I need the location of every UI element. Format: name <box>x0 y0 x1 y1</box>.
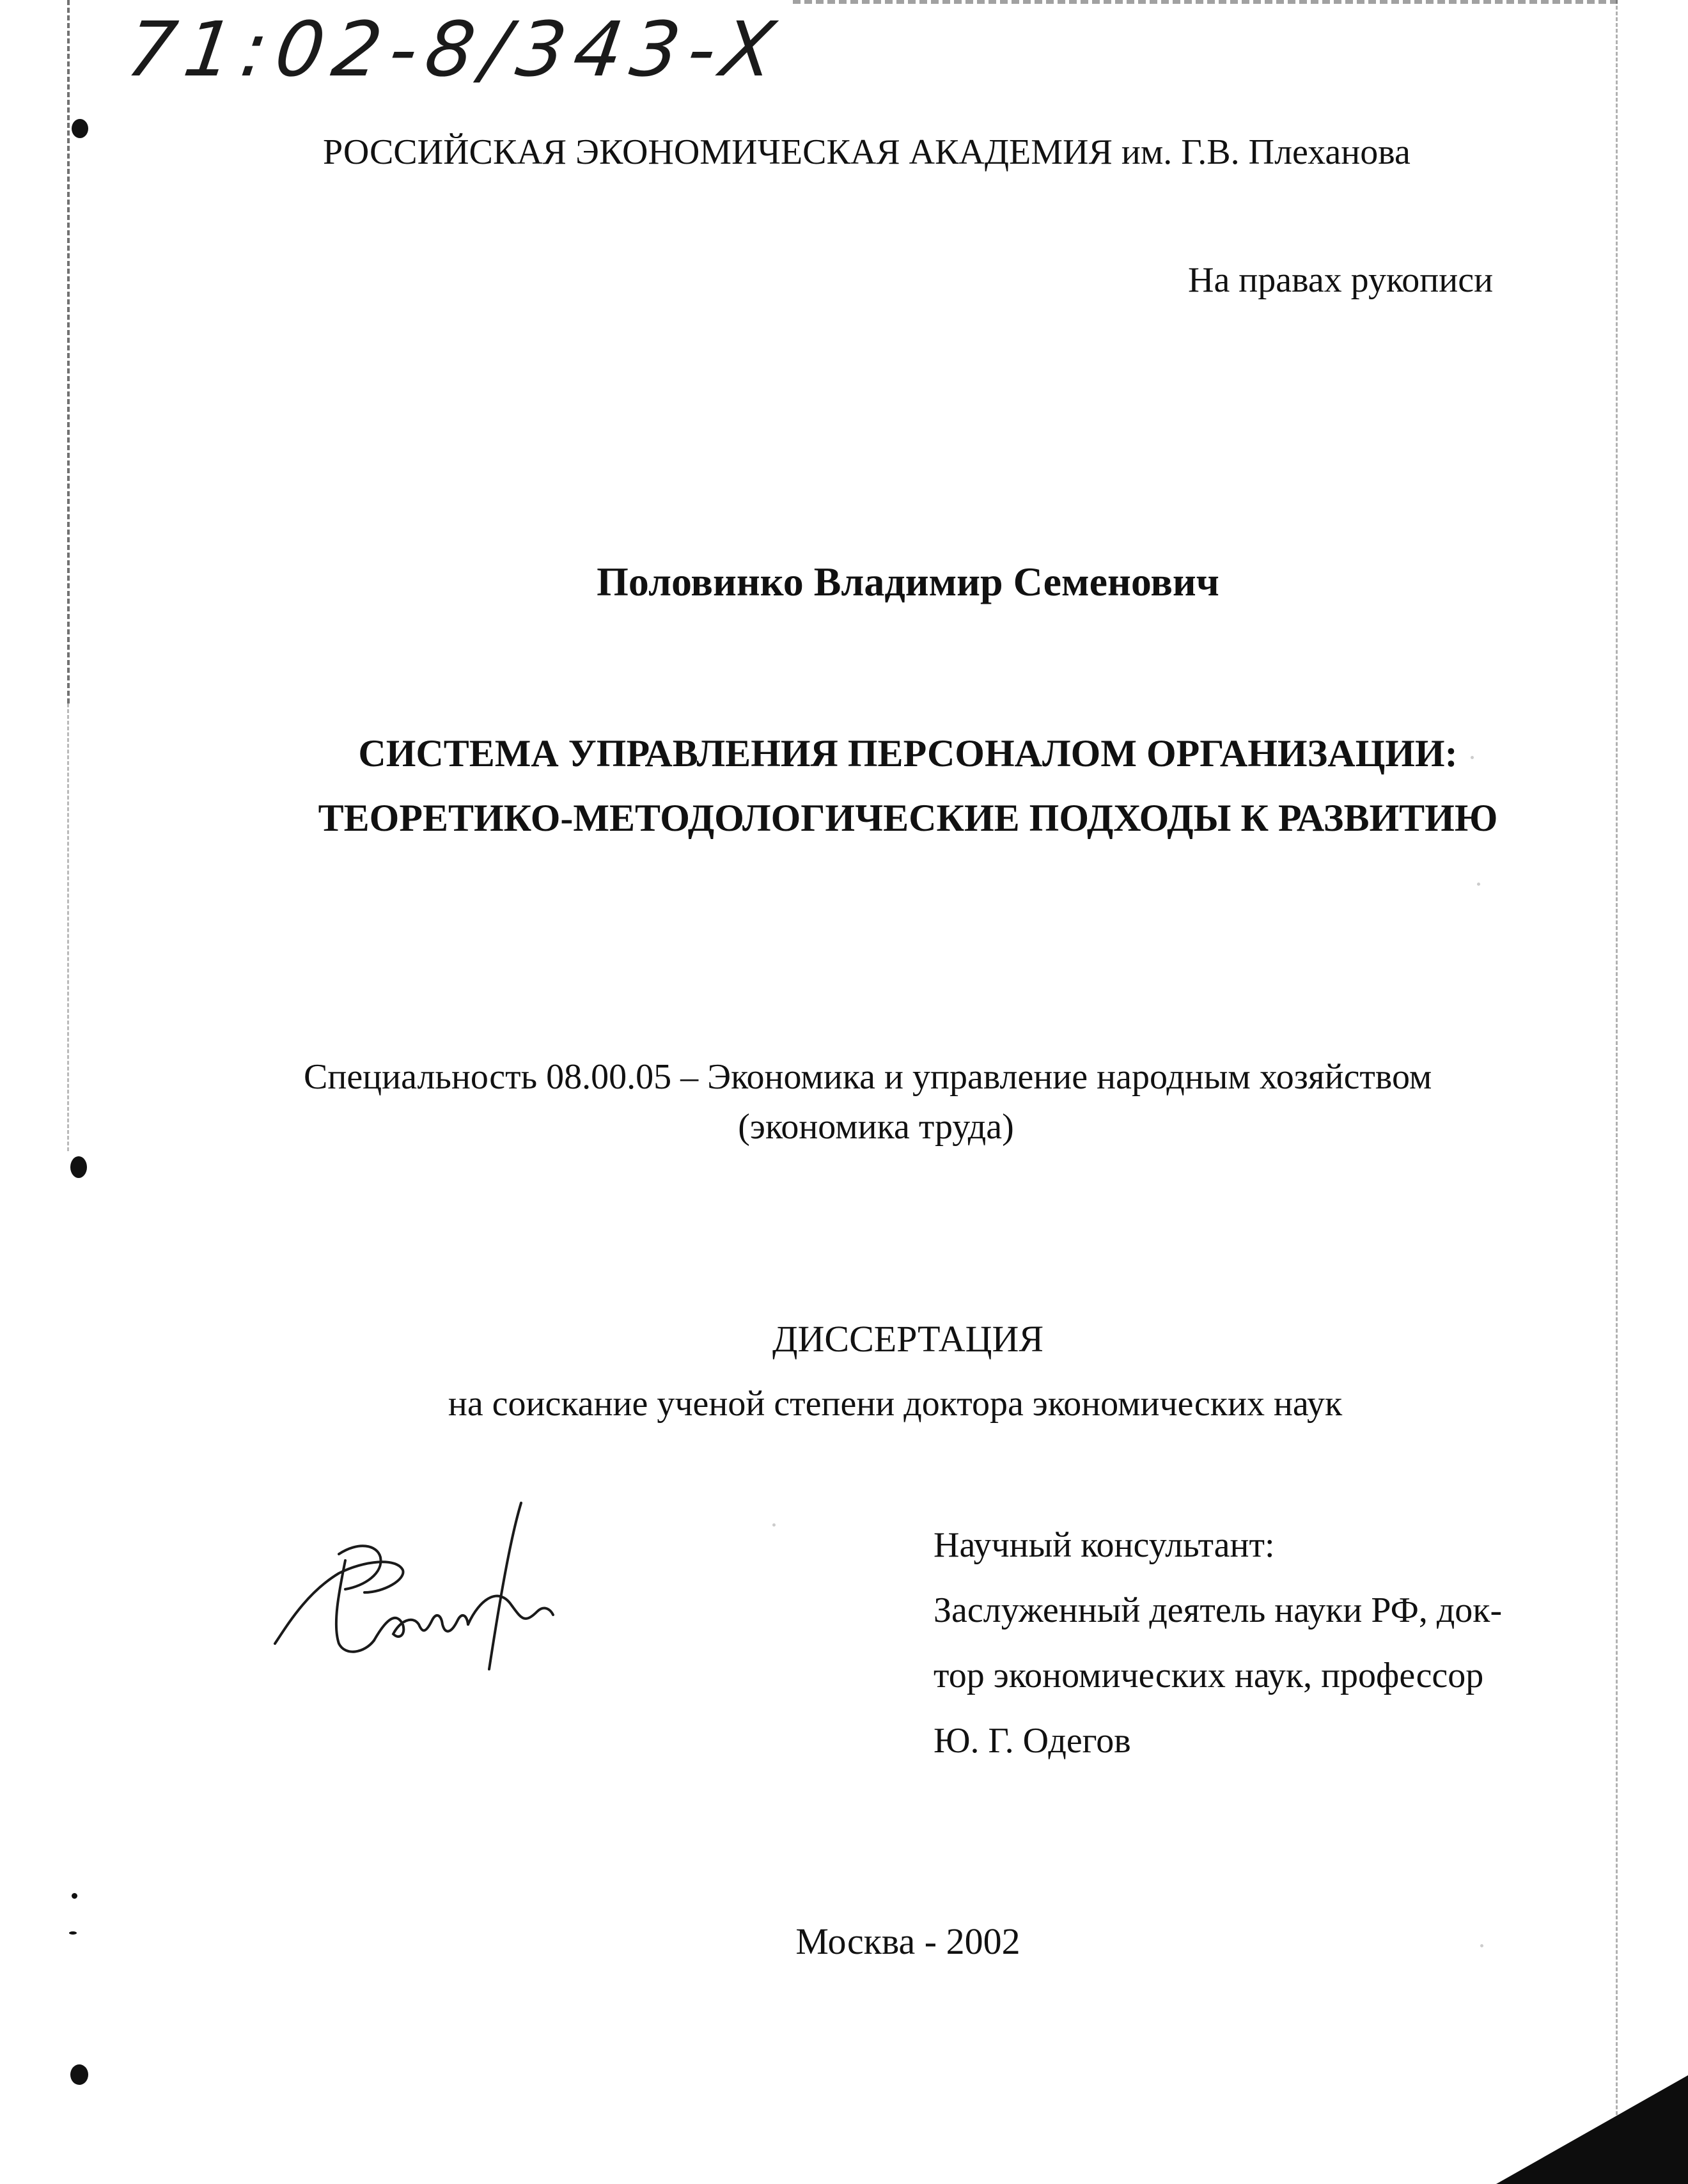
consultant-name: Ю. Г. Одегов <box>934 1721 1131 1761</box>
author-name: Половинко Владимир Семенович <box>597 559 1219 604</box>
dissertation-title-line-1: СИСТЕМА УПРАВЛЕНИЯ ПЕРСОНАЛОМ ОРГАНИЗАЦИИ: <box>358 732 1458 774</box>
punch-hole-middle <box>70 1156 87 1178</box>
scan-speck <box>1477 883 1480 886</box>
institution-name: РОССИЙСКАЯ ЭКОНОМИЧЕСКАЯ АКАДЕМИЯ им. Г.В. Плеханова <box>323 132 1411 172</box>
archive-code: 71:02-8/343-X <box>121 5 789 93</box>
specialty-line-2: (экономика труда) <box>738 1107 1014 1147</box>
manuscript-note: На правах рукописи <box>1188 260 1494 300</box>
city-and-year: Москва - 2002 <box>795 1921 1020 1962</box>
scan-top-edge <box>793 0 1618 13</box>
consultant-heading: Научный консультант: <box>934 1525 1275 1565</box>
scan-speck <box>772 1523 776 1527</box>
specialty-line-1: Специальность 08.00.05 – Экономика и управление народным хозяйством <box>304 1057 1432 1097</box>
scientific-consultant <box>934 1512 1502 1773</box>
dissertation-title-line-2: ТЕОРЕТИКО-МЕТОДОЛОГИЧЕСКИЕ ПОДХОДЫ К РАЗВИТИЮ <box>318 797 1498 839</box>
degree-description: на соискание ученой степени доктора экономических наук <box>448 1384 1343 1424</box>
document-type: ДИССЕРТАЦИЯ <box>772 1318 1044 1360</box>
consultant-title-line-2: тор экономических наук, профессор <box>934 1656 1484 1695</box>
signature <box>269 1497 588 1688</box>
scan-dot <box>72 1893 77 1899</box>
punch-hole-top <box>72 119 88 138</box>
consultant-title-line-1: Заслуженный деятель науки РФ, док- <box>934 1591 1503 1630</box>
punch-hole-bottom <box>70 2064 88 2085</box>
scan-right-edge-line <box>1616 0 1620 2184</box>
scan-corner-shadow <box>1496 2075 1688 2184</box>
